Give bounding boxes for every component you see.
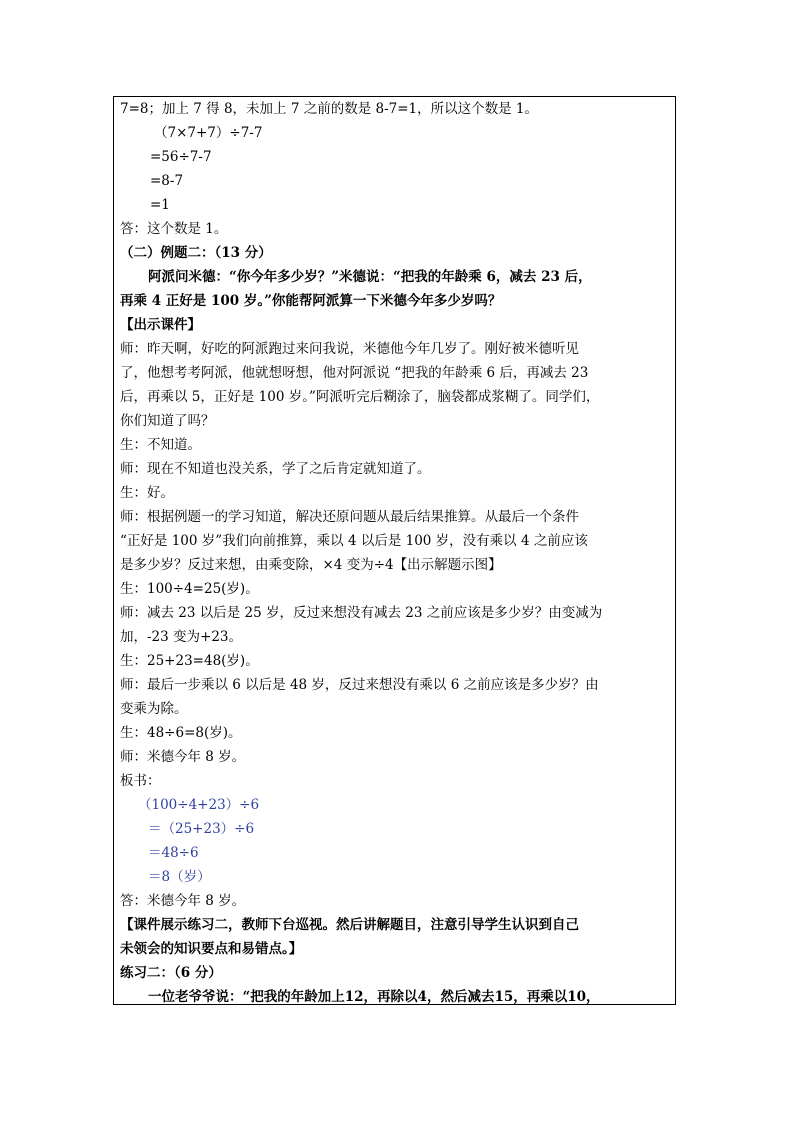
dialogue-line: 师：昨天啊，好吃的阿派跑过来问我说，米德他今年几岁了。刚好被米德听见 [120, 341, 579, 357]
dialogue-line: 变乘为除。 [120, 701, 188, 717]
answer-line: 答：米德今年 8 岁。 [120, 893, 246, 909]
board-equation: ＝（25+23）÷6 [148, 821, 255, 837]
equation-line: =1 [150, 197, 170, 213]
equation-line: （7×7+7）÷7-7 [154, 125, 263, 141]
exercise-note: 【课件展示练习二，教师下台巡视。然后讲解题目，注意引导学生认识到自己 [120, 917, 579, 933]
board-label: 板书： [120, 773, 161, 789]
dialogue-line: 了，他想考考阿派，他就想呀想，他对阿派说 “把我的年龄乘 6 后，再减去 23 [120, 365, 589, 381]
board-equation: ＝8（岁） [148, 869, 211, 885]
dialogue-line: 生：48÷6=8(岁)。 [120, 725, 242, 741]
section-heading: （二）例题二：（13 分） [120, 245, 272, 261]
dialogue-line: 师：现在不知道也没关系，学了之后肯定就知道了。 [120, 461, 431, 477]
dialogue-line: 生：好。 [120, 485, 174, 501]
exercise-text: 一位老爷爷说：“把我的年龄加上12，再除以4，然后减去15，再乘以10， [148, 989, 600, 1005]
lesson-content-frame [113, 96, 676, 1005]
courseware-note: 【出示课件】 [120, 317, 201, 333]
problem-text: 阿派问米德：“你今年多少岁？”米德说：“把我的年龄乘 6，减去 23 后， [148, 269, 592, 285]
dialogue-line: 师：米德今年 8 岁。 [120, 749, 246, 765]
dialogue-line: “正好是 100 岁”我们向前推算，乘以 4 以后是 100 岁，没有乘以 4 之前应该 [120, 533, 588, 549]
equation-line: =56÷7-7 [150, 149, 212, 165]
dialogue-line: 生：不知道。 [120, 437, 201, 453]
board-equation: （100÷4+23）÷6 [138, 797, 260, 813]
dialogue-line: 生：100÷4=25(岁)。 [120, 581, 259, 597]
dialogue-line: 师：减去 23 以后是 25 岁，反过来想没有减去 23 之前应该是多少岁？由变减为 [120, 605, 603, 621]
answer-line: 答：这个数是 1。 [120, 221, 228, 237]
exercise-note: 未领会的知识要点和易错点。】 [120, 941, 303, 957]
text-line: 7=8；加上 7 得 8，未加上 7 之前的数是 8-7=1，所以这个数是 1。 [120, 101, 539, 117]
dialogue-line: 加，-23 变为+23。 [120, 629, 243, 645]
problem-text: 再乘 4 正好是 100 岁。”你能帮阿派算一下米德今年多少岁吗？ [120, 293, 502, 309]
board-equation: ＝48÷6 [148, 845, 199, 861]
exercise-heading: 练习二：（6 分） [120, 965, 222, 981]
dialogue-line: 后，再乘以 5，正好是 100 岁。”阿派听完后糊涂了，脑袋都成浆糊了。同学们， [120, 389, 600, 405]
dialogue-line: 生：25+23=48(岁)。 [120, 653, 259, 669]
equation-line: =8-7 [150, 173, 184, 189]
dialogue-line: 你们知道了吗？ [120, 413, 215, 429]
dialogue-line: 是多少岁？反过来想，由乘变除，×4 变为÷4【出示解题示图】 [120, 557, 502, 573]
dialogue-line: 师：最后一步乘以 6 以后是 48 岁，反过来想没有乘以 6 之前应该是多少岁？由 [120, 677, 599, 693]
dialogue-line: 师：根据例题一的学习知道，解决还原问题从最后结果推算。从最后一个条件 [120, 509, 579, 525]
